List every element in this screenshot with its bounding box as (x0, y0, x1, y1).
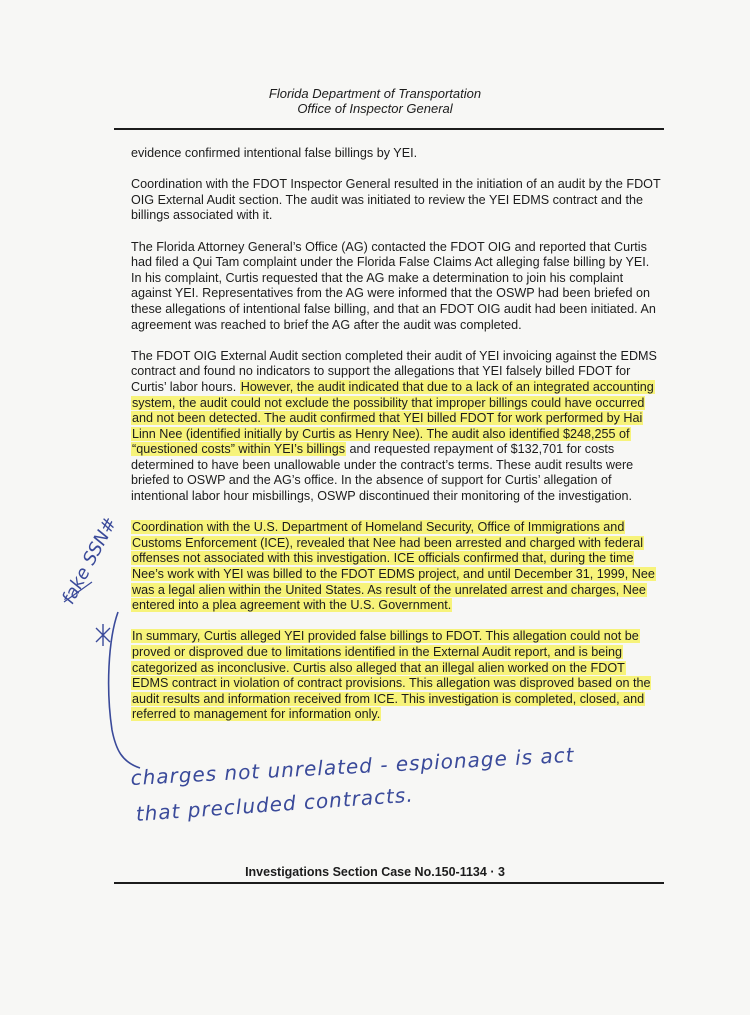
handwritten-margin-note: fake SSN# (58, 513, 122, 608)
paragraph-4-rest: and requested repayment of $132,701 for costs determined to have been unallowable under the contract’s terms. These audit results were briefed to OSWP and the AG’s office. In the absence of support for Curtis’ allegation of intentional labor hour misbillings, OSWP discontinued their monitoring of the investigation. (131, 442, 634, 504)
paragraph-2: Coordination with the FDOT Inspector General resulted in the initiation of an audit by the FDOT OIG External Audit section. The audit was initiated to review the YEI EDMS contract and the billings associated with it. (131, 177, 661, 223)
paragraph-1: evidence confirmed intentional false billings by YEI. (131, 146, 418, 160)
margin-asterisk (96, 624, 110, 646)
footer-separator: · (490, 865, 495, 879)
header-agency: Florida Department of Transportation (268, 86, 482, 101)
header-office: Office of Inspector General (297, 101, 453, 116)
document-body (131, 146, 663, 739)
footer-divider (114, 882, 664, 884)
paragraph-4-text: The FDOT OIG External Audit section completed their audit of YEI invoicing against the EDMS contract and found no indicators to support the allegations that YEI falsely billed FDOT for Curtis’ labor hours. (131, 348, 657, 394)
paragraph-5 (131, 520, 663, 614)
paragraph-6-highlight: In summary, Curtis alleged YEI provided false billings to FDOT. This allegation could not be proved or disproved due to limitations identified in the External Audit report, and is being categorized as inconclusive. Curtis also alleged that an illegal alien worked on the FDOT EDMS contract in violation of contract provisions. This allegation was disproved based on the audit results and information received from ICE. This investigation is completed, closed, and referred to management for information only. (132, 629, 651, 722)
page-number: 3 (497, 865, 505, 879)
handwritten-note-line-1: charges not unrelated - espionage is act (130, 742, 576, 790)
page-header (0, 86, 750, 116)
case-number: Investigations Section Case No.150-1134 (245, 865, 487, 879)
paragraph-6 (131, 629, 663, 723)
paragraph-5-highlight: Coordination with the U.S. Department of Homeland Security, Office of Immigrations and Customs Enforcement (ICE), revealed that Nee had been arrested and charged with federal offenses not associated with this investigation. ICE officials confirmed that, during the time Nee’s work with YEI was billed to the FDOT EDMS project, and until December 31, 1999, Nee was a legal alien within the United States. As result of the unrelated arrest and charges, Nee entered into a plea agreement with the U.S. Government. (132, 520, 655, 613)
page-footer (0, 865, 750, 879)
paragraph-4-highlight: However, the audit indicated that due to a lack of an integrated accounting system, the audit could not exclude the possibility that improper billings could have occurred and not been detected. The audit confirmed that YEI billed FDOT for work performed by Hai Linn Nee (identified initially by Curtis as Henry Nee). The audit also identified $248,255 of “questioned costs” within YEI’s billings (132, 379, 654, 457)
paragraph-4 (131, 349, 663, 505)
handwritten-note-line-2: that precluded contracts. (135, 782, 415, 826)
header-divider (114, 128, 664, 130)
paragraph-3: The Florida Attorney General’s Office (AG) contacted the FDOT OIG and reported that Curtis had filed a Qui Tam complaint under the Florida False Claims Act alleging false billing by YEI. In his complaint, Curtis requested that the AG make a determination to join his complaint against YEI. Representatives from the AG were informed that the OSWP had been briefed on these allegations of intentional false billing, and that an FDOT OIG audit had been initiated. An agreement was reached to brief the AG after the audit was completed. (131, 239, 656, 332)
